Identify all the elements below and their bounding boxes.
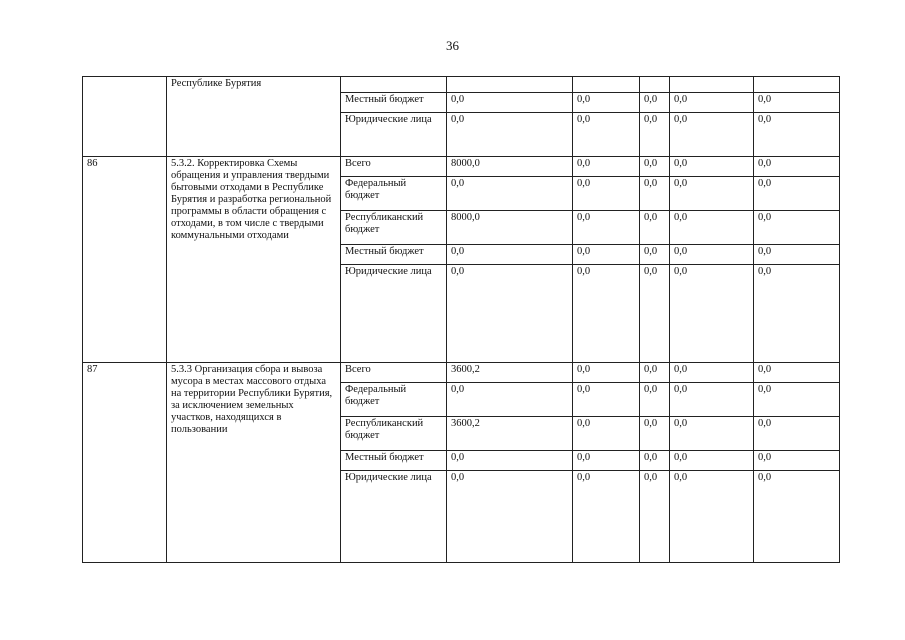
value-cell xyxy=(754,77,840,93)
funding-source: Местный бюджет xyxy=(341,451,447,471)
funding-source: Юридические лица xyxy=(341,265,447,363)
budget-table xyxy=(82,76,840,563)
page-number: 36 xyxy=(446,38,459,53)
value-cell: 0,0 xyxy=(670,363,754,383)
value-cell: 0,0 xyxy=(754,245,840,265)
value-cell: 0,0 xyxy=(670,265,754,363)
value-cell: 0,0 xyxy=(640,363,670,383)
value-cell xyxy=(670,77,754,93)
value-cell: 0,0 xyxy=(573,363,640,383)
value-cell: 0,0 xyxy=(754,211,840,245)
value-cell: 0,0 xyxy=(447,93,573,113)
funding-source: Республиканский бюджет xyxy=(341,417,447,451)
measure-name: 5.3.2. Корректировка Схемы обращения и управления твердыми бытовыми отходами в Республике Бурятия и разработка региональной программы в области обращения с отходами, в том числе с твердыми коммунальными отходами xyxy=(167,157,341,363)
value-cell: 0,0 xyxy=(640,211,670,245)
value-cell: 0,0 xyxy=(573,211,640,245)
value-cell: 0,0 xyxy=(447,177,573,211)
value-cell: 0,0 xyxy=(754,363,840,383)
value-cell xyxy=(640,77,670,93)
value-cell: 0,0 xyxy=(640,177,670,211)
value-cell: 0,0 xyxy=(670,245,754,265)
value-cell: 0,0 xyxy=(447,471,573,563)
value-cell: 0,0 xyxy=(573,177,640,211)
value-cell: 0,0 xyxy=(447,113,573,157)
value-cell: 0,0 xyxy=(573,93,640,113)
funding-source: Всего xyxy=(341,157,447,177)
value-cell: 0,0 xyxy=(670,383,754,417)
value-cell: 0,0 xyxy=(670,93,754,113)
value-cell: 0,0 xyxy=(573,417,640,451)
table-row xyxy=(83,363,840,383)
funding-source: Юридические лица xyxy=(341,471,447,563)
value-cell: 0,0 xyxy=(573,265,640,363)
value-cell: 0,0 xyxy=(670,211,754,245)
funding-source xyxy=(341,77,447,93)
value-cell: 0,0 xyxy=(447,245,573,265)
value-cell xyxy=(573,77,640,93)
value-cell: 0,0 xyxy=(754,265,840,363)
funding-source: Местный бюджет xyxy=(341,245,447,265)
funding-source: Всего xyxy=(341,363,447,383)
value-cell: 0,0 xyxy=(670,177,754,211)
value-cell: 0,0 xyxy=(640,113,670,157)
value-cell: 0,0 xyxy=(670,113,754,157)
value-cell: 0,0 xyxy=(754,113,840,157)
funding-source: Республиканский бюджет xyxy=(341,211,447,245)
value-cell: 0,0 xyxy=(670,157,754,177)
funding-source: Местный бюджет xyxy=(341,93,447,113)
row-number xyxy=(83,77,167,157)
value-cell: 0,0 xyxy=(754,451,840,471)
value-cell: 0,0 xyxy=(573,245,640,265)
value-cell: 0,0 xyxy=(573,157,640,177)
value-cell: 0,0 xyxy=(447,383,573,417)
value-cell: 0,0 xyxy=(573,383,640,417)
funding-source: Юридические лица xyxy=(341,113,447,157)
value-cell: 3600,2 xyxy=(447,363,573,383)
value-cell: 0,0 xyxy=(447,451,573,471)
table-body xyxy=(83,77,840,563)
value-cell: 0,0 xyxy=(754,471,840,563)
value-cell: 8000,0 xyxy=(447,157,573,177)
table-row xyxy=(83,77,840,93)
value-cell: 0,0 xyxy=(573,113,640,157)
measure-name: Республике Бурятия xyxy=(167,77,341,157)
value-cell: 0,0 xyxy=(670,451,754,471)
value-cell: 0,0 xyxy=(754,177,840,211)
value-cell: 0,0 xyxy=(754,93,840,113)
measure-name: 5.3.3 Организация сбора и вывоза мусора в местах массового отдыха на территории Республики Бурятия, за исключением земельных участков, находящихся в пользовании xyxy=(167,363,341,563)
value-cell: 0,0 xyxy=(670,417,754,451)
value-cell: 0,0 xyxy=(754,157,840,177)
value-cell: 0,0 xyxy=(754,417,840,451)
value-cell: 3600,2 xyxy=(447,417,573,451)
value-cell: 0,0 xyxy=(640,417,670,451)
funding-source: Федеральный бюджет xyxy=(341,383,447,417)
value-cell: 0,0 xyxy=(640,245,670,265)
funding-source: Федеральный бюджет xyxy=(341,177,447,211)
value-cell: 0,0 xyxy=(670,471,754,563)
value-cell: 0,0 xyxy=(640,157,670,177)
value-cell: 0,0 xyxy=(573,451,640,471)
table-row xyxy=(83,157,840,177)
value-cell xyxy=(447,77,573,93)
value-cell: 0,0 xyxy=(573,471,640,563)
row-number: 86 xyxy=(83,157,167,363)
value-cell: 0,0 xyxy=(640,451,670,471)
value-cell: 0,0 xyxy=(640,93,670,113)
value-cell: 0,0 xyxy=(640,383,670,417)
value-cell: 8000,0 xyxy=(447,211,573,245)
value-cell: 0,0 xyxy=(754,383,840,417)
value-cell: 0,0 xyxy=(447,265,573,363)
value-cell: 0,0 xyxy=(640,471,670,563)
value-cell: 0,0 xyxy=(640,265,670,363)
row-number: 87 xyxy=(83,363,167,563)
